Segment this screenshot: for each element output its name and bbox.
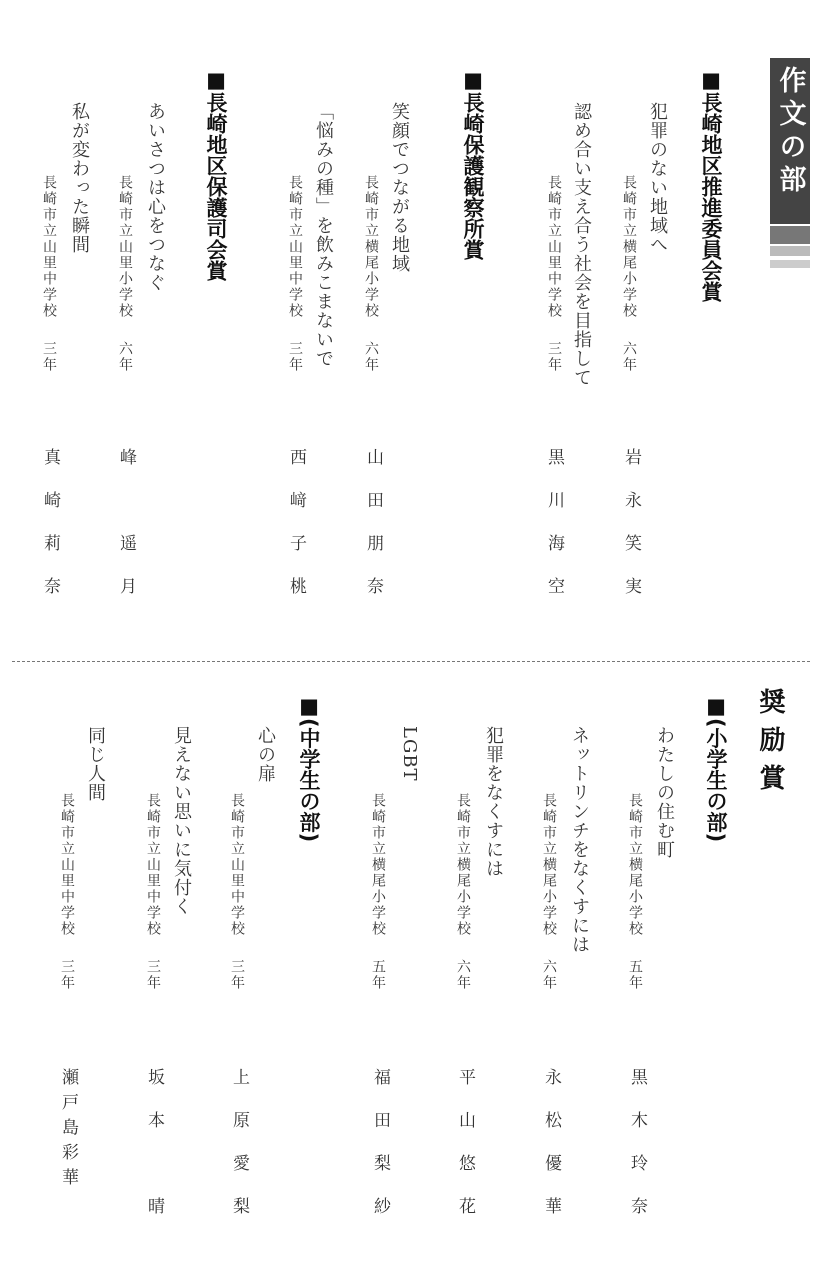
school-name: 長崎市立横尾小学校 <box>363 175 379 319</box>
badge-bar-light <box>770 246 810 256</box>
school-name: 長崎市立山里中学校 <box>41 175 57 319</box>
entry-school <box>547 175 561 373</box>
school-grade: 五年 <box>370 959 386 991</box>
school-name: 長崎市立横尾小学校 <box>621 175 637 319</box>
essay-title: あいさつは心をつなぐ <box>145 102 166 292</box>
entry-school <box>60 793 74 991</box>
entry-school <box>542 793 556 991</box>
student-name: 黒川海空 <box>544 448 564 620</box>
entry-school <box>364 175 378 373</box>
school-name: 長崎市立横尾小学校 <box>455 793 471 937</box>
essay-title: 犯罪のない地域へ <box>647 102 668 254</box>
entry-school <box>146 793 160 991</box>
school-name: 長崎市立山里中学校 <box>287 175 303 319</box>
essay-title: 心の扉 <box>255 726 276 783</box>
school-grade: 六年 <box>363 341 379 373</box>
essay-title: 認め合い支え合う社会を目指して <box>571 102 592 387</box>
badge-bar-dark <box>770 226 810 244</box>
entry-school <box>622 175 636 373</box>
category-heading: ■(小学生の部) <box>704 694 728 843</box>
badge-bar-lighter <box>770 260 810 268</box>
school-grade: 六年 <box>455 959 471 991</box>
school-grade: 三年 <box>41 341 57 373</box>
student-name: 永松優華 <box>541 1068 561 1240</box>
entry-school <box>230 793 244 991</box>
school-grade: 三年 <box>145 959 161 991</box>
school-grade: 五年 <box>627 959 643 991</box>
student-name: 峰 遥月 <box>116 448 136 620</box>
school-name: 長崎市立山里中学校 <box>59 793 75 937</box>
entry-school <box>288 175 302 373</box>
essay-title: 同じ人間 <box>85 726 106 802</box>
school-name: 長崎市立横尾小学校 <box>541 793 557 937</box>
school-grade: 六年 <box>621 341 637 373</box>
essay-title: 犯罪をなくすには <box>483 726 504 878</box>
student-name: 福田梨紗 <box>370 1068 390 1240</box>
student-name: 平山悠花 <box>455 1068 475 1240</box>
entry-school <box>628 793 642 991</box>
student-name: 山田朋奈 <box>363 448 383 620</box>
school-grade: 六年 <box>117 341 133 373</box>
student-name: 坂本 晴 <box>144 1068 164 1240</box>
student-name: 岩永笑実 <box>621 448 641 620</box>
essay-title: 笑顔でつながる地域 <box>389 102 410 273</box>
essay-title: わたしの住む町 <box>654 726 675 859</box>
section-badge: 作文の部 <box>770 58 810 224</box>
school-grade: 三年 <box>229 959 245 991</box>
entry-school <box>118 175 132 373</box>
student-name: 真崎莉奈 <box>40 448 60 620</box>
entry-school <box>42 175 56 373</box>
essay-title: 私が変わった瞬間 <box>69 102 90 254</box>
essay-title: LGBT <box>399 726 420 782</box>
entry-school <box>456 793 470 991</box>
category-heading: ■(中学生の部) <box>297 694 321 843</box>
award-heading: ■長崎保護観察所賞 <box>461 68 485 260</box>
school-name: 長崎市立横尾小学校 <box>370 793 386 937</box>
school-grade: 三年 <box>59 959 75 991</box>
student-name: 黒木玲奈 <box>627 1068 647 1240</box>
student-name: 上原愛梨 <box>229 1068 249 1240</box>
school-name: 長崎市立山里中学校 <box>229 793 245 937</box>
essay-title: ネットリンチをなくすには <box>569 726 590 954</box>
student-name: 瀬戸島彩華 <box>58 1068 78 1193</box>
school-name: 長崎市立横尾小学校 <box>627 793 643 937</box>
school-name: 長崎市立山里中学校 <box>145 793 161 937</box>
award-heading: ■長崎地区推進委員会賞 <box>699 68 723 302</box>
school-grade: 三年 <box>546 341 562 373</box>
award-title: 奨励賞 <box>755 688 785 802</box>
school-grade: 六年 <box>541 959 557 991</box>
entry-school <box>371 793 385 991</box>
essay-title: 見えない思いに気付く <box>171 726 192 916</box>
essay-title: 「悩みの種」を飲みこまないで <box>313 102 334 368</box>
section-divider <box>12 661 810 662</box>
school-name: 長崎市立山里中学校 <box>546 175 562 319</box>
school-grade: 三年 <box>287 341 303 373</box>
school-name: 長崎市立山里小学校 <box>117 175 133 319</box>
student-name: 西﨑子桃 <box>286 448 306 620</box>
award-heading: ■長崎地区保護司会賞 <box>204 68 228 281</box>
